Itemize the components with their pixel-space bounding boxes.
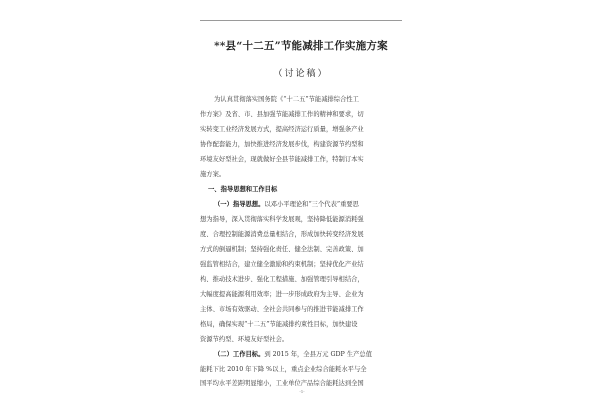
item-one-line: 度、合理控制能源消费总量相结合，形成加快转变经济发展 (200, 231, 364, 238)
document-subtitle: （讨论稿） (273, 69, 329, 79)
item-one-line: 主体、市场有效驱动、全社会共同参与的推进节能减排工作 (200, 306, 364, 313)
item-one-line: 强监管相结合，建立健全激励和约束机制；坚持优化产业结 (200, 261, 364, 268)
item-one-line: 想为指导，深入贯彻落实科学发展观，坚持降低能源消耗强 (200, 216, 364, 223)
item-one-line: 方式的倒逼机制；坚持强化责任、健全法制、完善政策、加 (200, 246, 364, 253)
item-one-line: 构、推动技术进步、强化工程措施、加强管理引导相结合， (200, 276, 364, 283)
document-title: **县“十二五”节能减排工作实施方案 (214, 40, 388, 52)
item-two-line: 能耗下比 2010 年下降 %以上，重点企业综合能耗水平与全 (200, 366, 367, 373)
page-number: -1- (299, 389, 305, 394)
intro-line: 施方案。 (200, 171, 226, 178)
item-one-line: 资源节约型、环境友好型社会。 (200, 336, 289, 343)
item-two-lead: （二）工作目标。 (214, 351, 265, 358)
item-two-first-text: 到 2015 年，全县万元 GDP 生产总值 (264, 351, 372, 358)
item-one-lead: （一）指导思想。 (214, 201, 265, 208)
item-one-line: 格局，确保实现“十二五”节能减排约束性目标，加快建设 (200, 321, 358, 328)
section-heading: 一、指导思想和工作目标 (208, 186, 278, 193)
intro-line: 作方案》及省、市、县加强节能减排工作的精神和要求，切 (200, 111, 364, 118)
intro-line: 实转变工业经济发展方式，提高经济运行质量，增强条产业 (200, 126, 364, 133)
intro-line: 为认真贯彻落实国务院《“十二五”节能减排综合性工 (214, 96, 359, 103)
item-one-first-line (214, 201, 359, 209)
intro-line: 协作配套能力，加快推进经济发展步伐，构建资源节约型和 (200, 141, 364, 148)
item-two-first-line (214, 351, 372, 359)
item-two-line: 国平均水平差距明显缩小，工业单位产品综合能耗达到全国 (200, 380, 364, 387)
item-one-first-text: 以邓小平理论和“三个代表”重要思 (264, 201, 359, 208)
header-rule (200, 20, 402, 21)
intro-line: 环境友好型社会，现就做好全县节能减排工作，特制订本实 (200, 156, 364, 163)
item-one-line: 大幅度提高能源利用效率；进一步形成政府为主导、企业为 (200, 291, 364, 298)
